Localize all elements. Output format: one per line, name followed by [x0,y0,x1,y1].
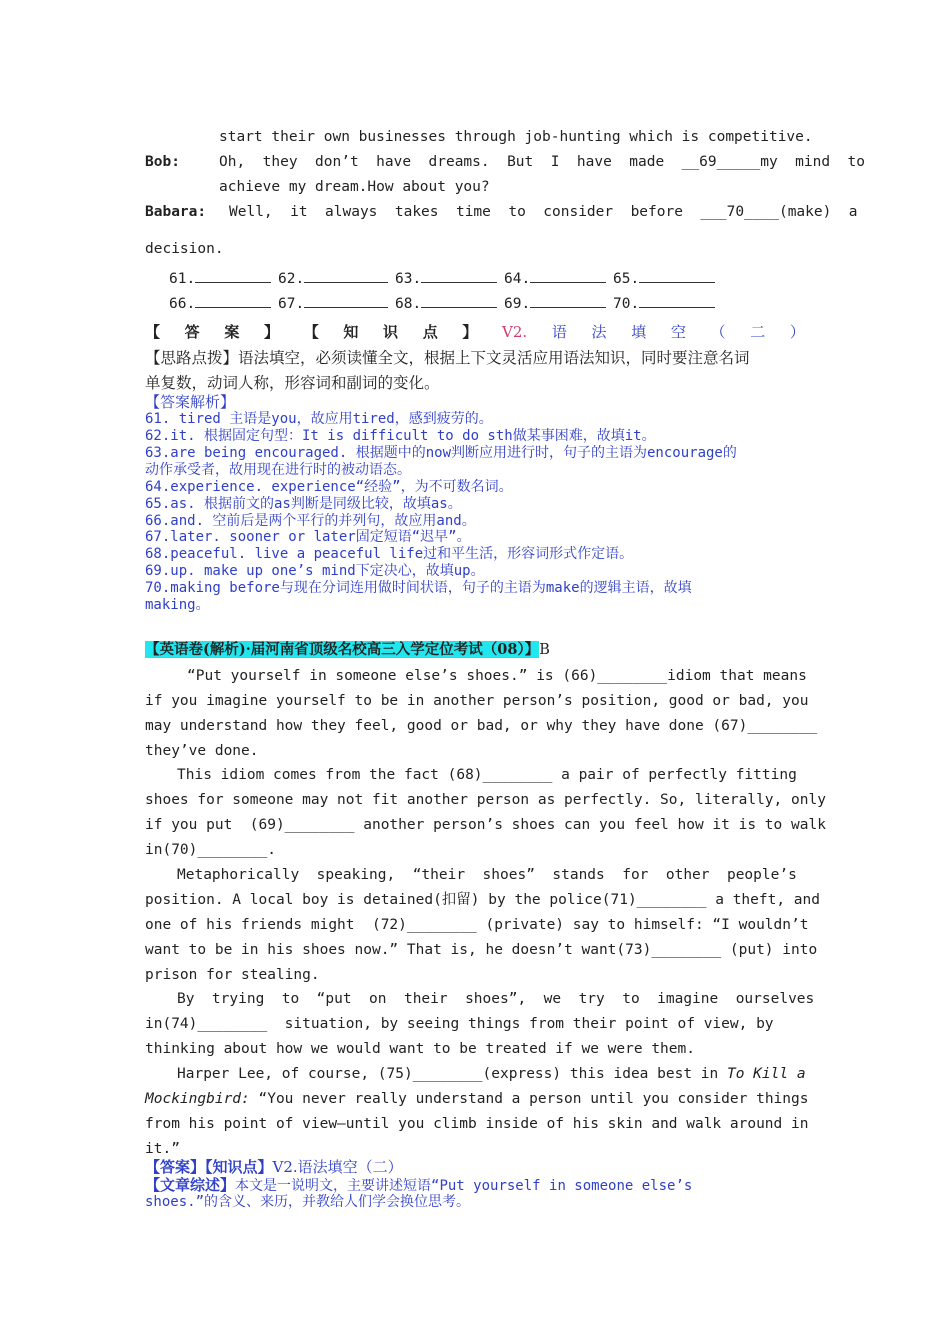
blank-number: 67. [278,296,305,312]
blank-line [195,270,271,283]
answer-line: 63.are being encouraged. 根据题中的now判断应用进行时，句子的主语为encourage的 [145,445,737,461]
answer-line: 70.making before与现在分词连用做时间状语，句子的主语为make的逻辑主语，故填 [145,580,692,596]
blank-item [395,270,497,288]
answer-line: 69.up. make up one’s mind下定决心，故填up。 [145,563,485,579]
knowledge-code: V2. [502,323,528,341]
blank-number: 64. [504,271,531,287]
passage-line: Metaphorically speaking, “their shoes” stands for other people’s [177,867,797,883]
passage-line: it.” [145,1141,180,1157]
blank-item [278,270,388,288]
answer-line: 65.as. 根据前文的as判断是同级比较，故填as。 [145,496,462,512]
header-char: ） [789,323,805,341]
blank-item [613,295,715,313]
passage-line: “Put yourself in someone else’s shoes.” is (66)________idiom that means [187,668,807,684]
blank-number: 61. [169,271,196,287]
book-title: Mockingbird: [145,1091,250,1107]
header-char: 点 [422,323,438,341]
passage-text: “You never really understand a person until you consider things [249,1091,809,1107]
header-char: 知 [343,323,359,341]
blank-line [421,295,497,308]
blank-line [195,295,271,308]
bracket: 】 [462,323,478,341]
blank-number: 66. [169,296,196,312]
header-char: 法 [591,323,607,341]
bracket: 【 [303,323,319,341]
header-char: 答 [184,323,200,341]
blank-number: 70. [613,296,640,312]
answer-header [145,323,805,341]
passage-line: thinking about how we would want to be treated if we were them. [145,1041,695,1057]
blank-number: 62. [278,271,305,287]
dialogue-line: start their own businesses through job-hunting which is competitive. [219,129,813,145]
answer-line: 动作承受者，故用现在进行时的被动语态。 [145,462,411,478]
header-char: 案 [224,323,240,341]
answer-line: making。 [145,597,210,613]
blank-line [639,270,715,283]
blank-item [278,295,388,313]
passage-line: shoes for someone may not fit another person as perfectly. So, literally, only [145,792,826,808]
blank-number: 69. [504,296,531,312]
knowledge-point: V2.语法填空（二） [272,1158,403,1176]
summary-text: 本文是一说明文，主要讲述短语“Put yourself in someone else’s [235,1178,693,1194]
answer-line: 61. tired 主语是you，故应用tired，感到疲劳的。 [145,411,493,427]
blank-line [304,295,388,308]
header-char: 空 [670,323,686,341]
answer-line: 67.later. sooner or later固定短语“迟早”。 [145,529,471,545]
header-char: 语 [551,323,567,341]
blank-item [395,295,497,313]
header-char: 二 [750,323,766,341]
passage-line: This idiom comes from the fact (68)________ a pair of perfectly fitting [177,767,797,783]
header-char: 填 [631,323,647,341]
passage-line: want to be in his shoes now.” That is, he doesn’t want(73)________ (put) into [145,942,818,958]
answer-line: 64.experience. experience“经验”，为不可数名词。 [145,479,513,495]
footer-answer [145,1159,403,1176]
section-letter: B [539,642,550,658]
passage-line: one of his friends might (72)________ (private) say to himself: “I wouldn’t [145,917,809,933]
bracket: 【 [145,323,161,341]
tip-line: 单复数，动词人称，形容词和副词的变化。 [145,374,440,392]
tip-line: 【思路点拨】语法填空，必须读懂全文，根据上下文灵活应用语法知识，同时要注意名词 [145,349,750,367]
section-title [145,641,550,659]
speaker-babara: Babara: [145,204,207,220]
passage-line [177,1065,806,1083]
summary-label: 【文章综述】 [145,1176,236,1194]
passage-line [145,1090,808,1108]
answer-label: 【答案】【知识点】 [145,1158,273,1176]
passage-line: prison for stealing. [145,967,320,983]
passage-text: Harper Lee, of course, (75)________(express) this idea best in [177,1066,727,1082]
blank-item [169,270,271,288]
dialogue-line: decision. [145,241,224,257]
blank-line [639,295,715,308]
answer-line: 68.peaceful. live a peaceful life过和平生活，形容词形式作定语。 [145,546,634,562]
analysis-title: 【答案解析】 [145,393,236,411]
answer-line: 66.and. 空前后是两个平行的并列句，故应用and。 [145,513,476,529]
dialogue-line: achieve my dream.How about you? [219,179,490,195]
section-title-text: 【英语卷(解析)·届河南省顶级名校高三入学定位考试（08）】 [145,641,540,658]
speaker-bob: Bob: [145,154,180,170]
book-title: To Kill a [726,1066,806,1082]
passage-line: they’ve done. [145,743,259,759]
dialogue-line: Oh, they don’t have dreams. But I have made __69_____my mind to [219,154,866,170]
passage-line: may understand how they feel, good or bad, or why they have done (67)________ [145,718,818,734]
passage-line: if you imagine yourself to be in another person’s position, good or bad, you [145,693,809,709]
answer-line: 62.it. 根据固定句型：It is difficult to do sth做某事困难，故填it。 [145,428,656,444]
passage-line: in(74)________ situation, by seeing things from their point of view, by [145,1016,774,1032]
blank-item [504,270,606,288]
blank-number: 65. [613,271,640,287]
blank-number: 63. [395,271,422,287]
passage-line: By trying to “put on their shoes”, we try to imagine ourselves [177,991,815,1007]
passage-line: from his point of view—until you climb inside of his skin and walk around in [145,1116,809,1132]
passage-line: if you put (69)________ another person’s shoes can you feel how it is to walk [145,817,826,833]
passage-line: in(70)________. [145,842,276,858]
passage-line: position. A local boy is detained(扣留) by the police(71)________ a theft, and [145,892,821,908]
blank-line [530,295,606,308]
blank-item [169,295,271,313]
footer-summary [145,1177,692,1195]
dialogue-line: Well, it always takes time to consider before ___70____(make) a [229,204,858,220]
blank-item [613,270,715,288]
blank-line [421,270,497,283]
blank-line [530,270,606,283]
blank-number: 68. [395,296,422,312]
header-char: 识 [383,323,399,341]
blank-line [304,270,388,283]
blank-item [504,295,606,313]
footer-summary-line: shoes.”的含义、来历，并教给人们学会换位思考。 [145,1194,470,1210]
header-char: （ [710,323,726,341]
bracket: 】 [264,323,280,341]
